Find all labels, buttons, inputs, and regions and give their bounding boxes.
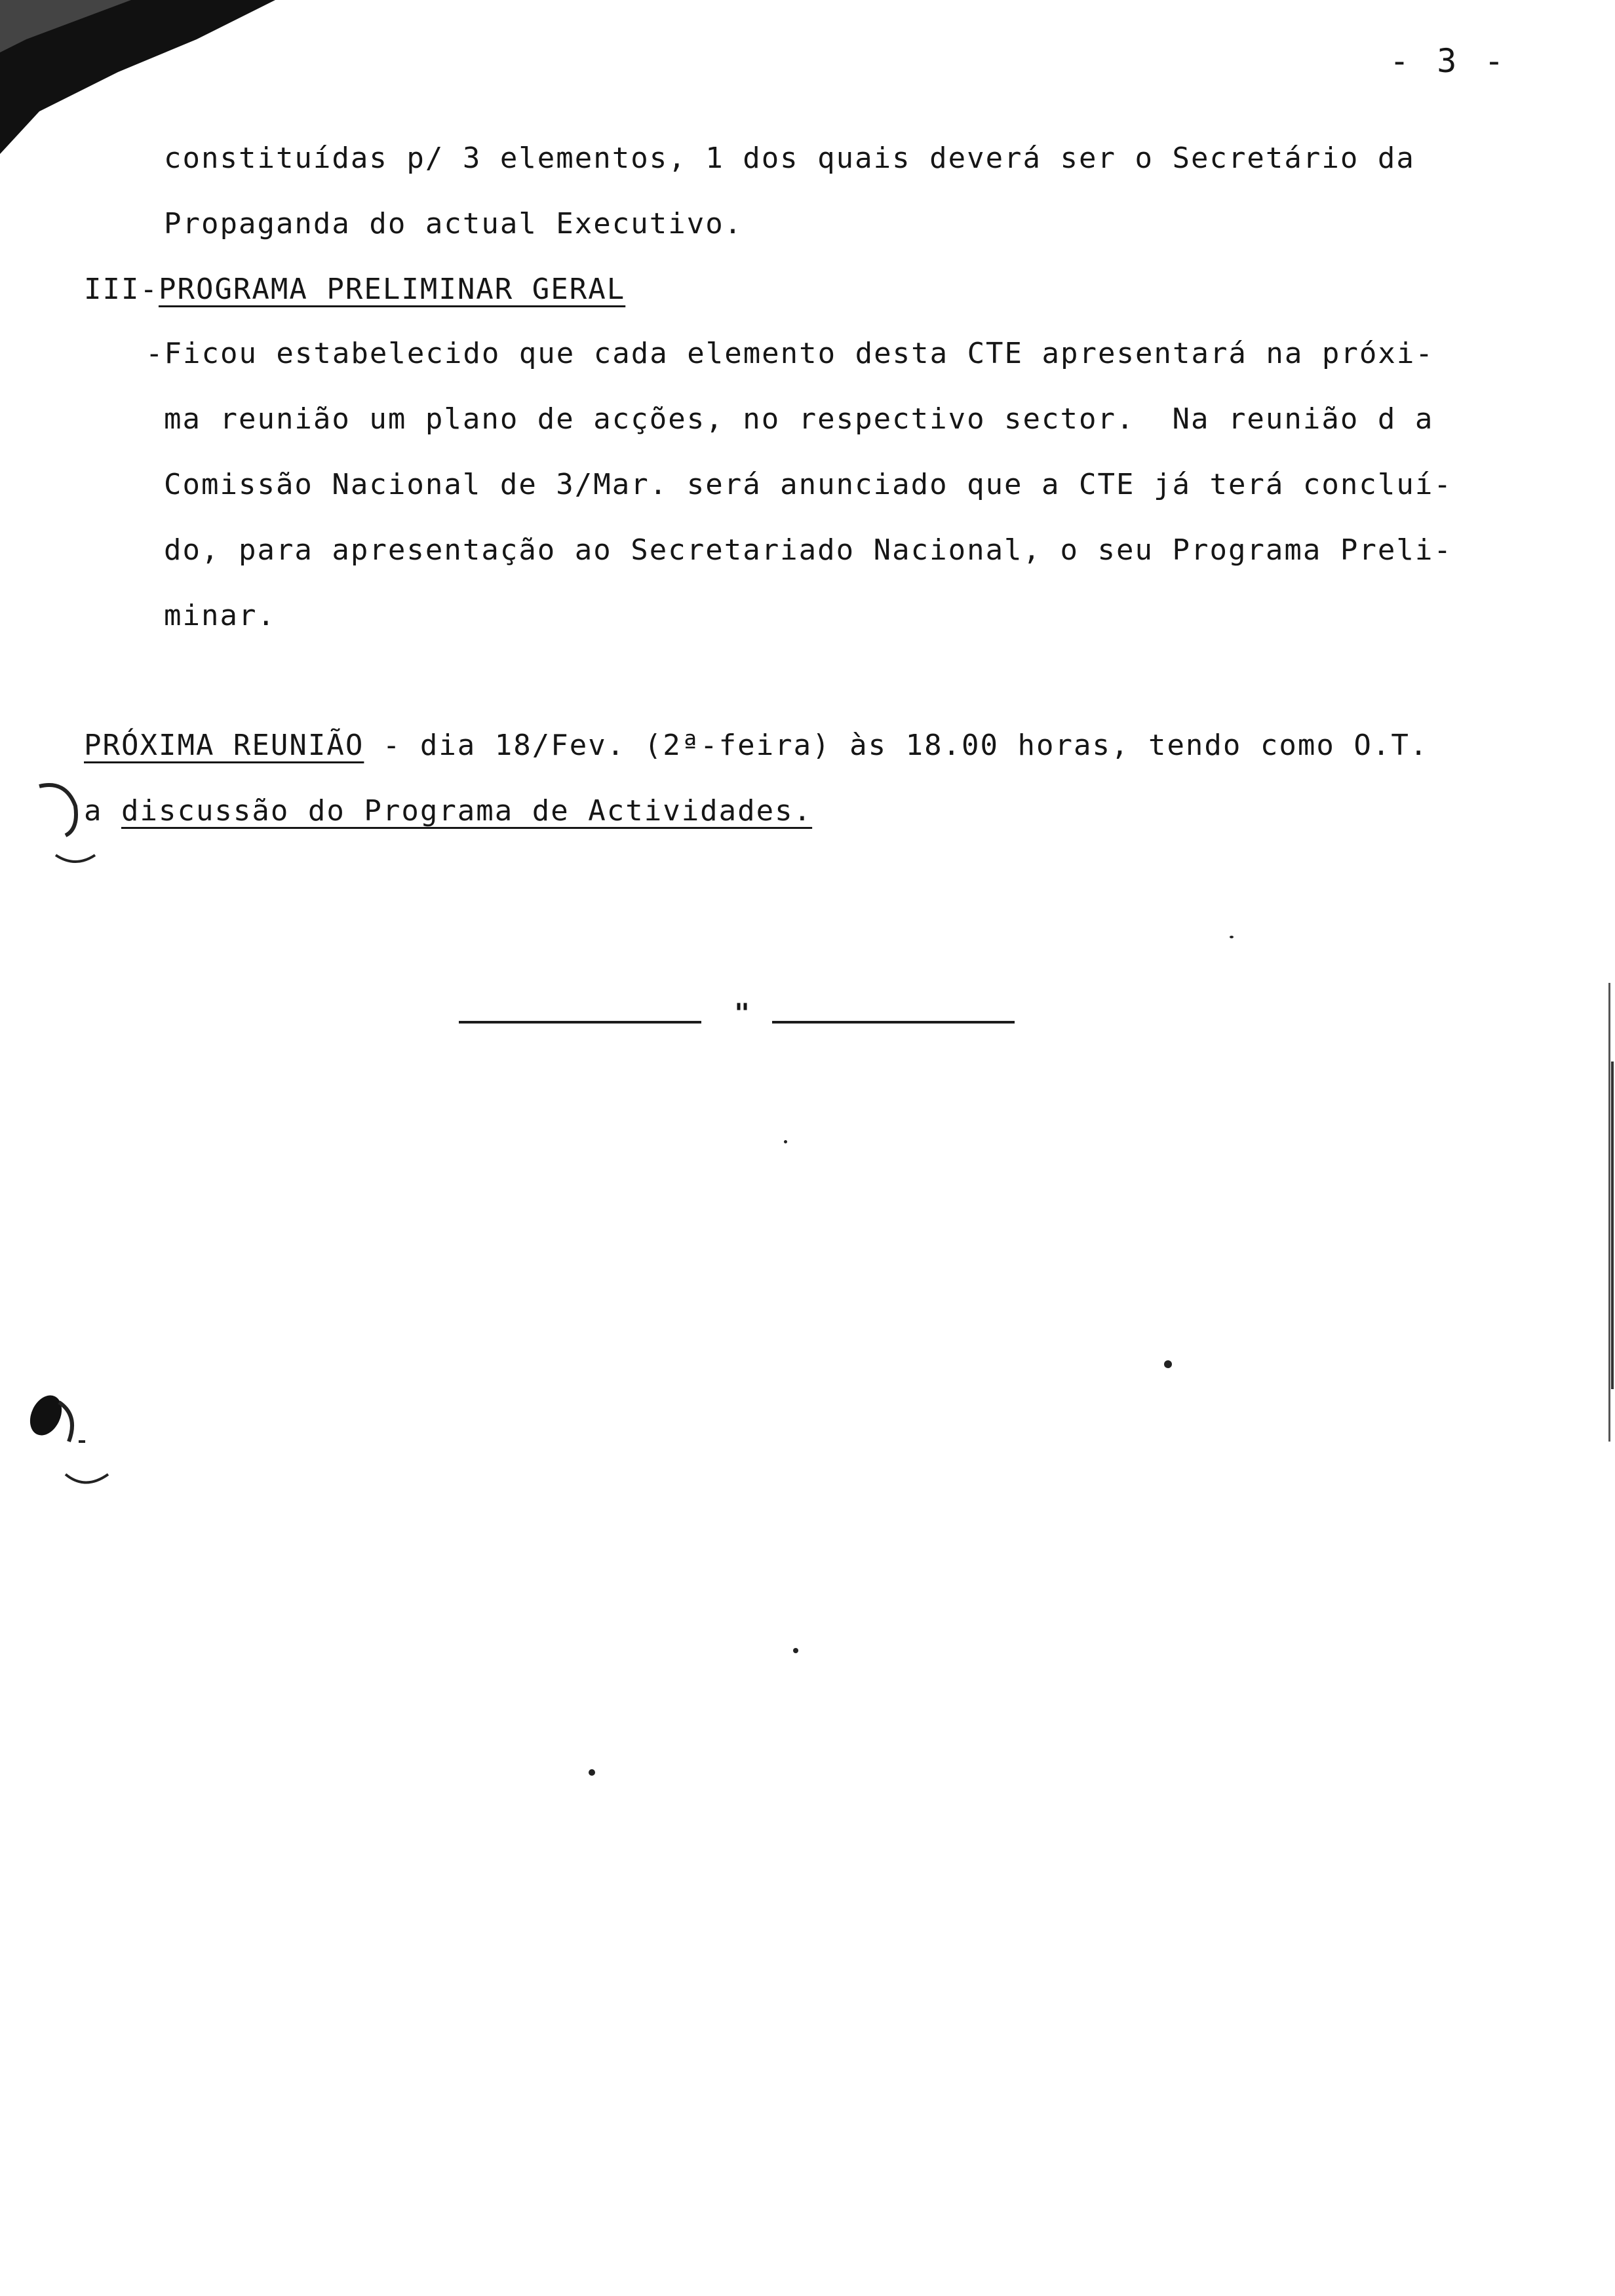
scan-edge-shadow <box>1606 983 1615 1442</box>
separator-line-left <box>459 1021 701 1024</box>
paragraph-line: ma reunião um plano de acções, no respectivo sector. Na reunião d a <box>164 402 1434 436</box>
separator-mark: " <box>734 999 750 1029</box>
scan-speck <box>1230 936 1234 938</box>
separator-line-right <box>772 1021 1015 1024</box>
page-number: - 3 - <box>1390 42 1508 80</box>
section-heading <box>84 270 625 309</box>
paragraph-line: Propaganda do actual Executivo. <box>164 207 743 240</box>
section-heading-text: PROGRAMA PRELIMINAR GERAL <box>158 273 626 306</box>
scan-speck <box>784 1140 787 1143</box>
punch-hole-mark <box>20 1389 111 1494</box>
paragraph-line: constituídas p/ 3 elementos, 1 dos quais deverá ser o Secretário da <box>164 142 1415 175</box>
paragraph-line: minar. <box>164 599 276 632</box>
scan-speck <box>793 1648 798 1653</box>
next-meeting-agenda: discussão do Programa de Actividades. <box>121 794 813 828</box>
scan-speck <box>589 1769 595 1776</box>
scan-corner-shadow <box>0 0 288 157</box>
next-meeting-prefix: a <box>84 794 121 828</box>
scan-speck <box>1164 1360 1172 1368</box>
next-meeting-details: - dia 18/Fev. (2ª-feira) às 18.00 horas, tendo como O.T. <box>364 729 1429 762</box>
next-meeting-line <box>84 792 812 831</box>
paragraph-line: -Ficou estabelecido que cada elemento desta CTE apresentará na próxi- <box>146 337 1434 370</box>
next-meeting-label: PRÓXIMA REUNIÃO <box>84 729 364 762</box>
next-meeting-line <box>84 726 1428 765</box>
punch-hole-mark <box>20 773 105 871</box>
paragraph-line: Comissão Nacional de 3/Mar. será anunciado que a CTE já terá concluí- <box>164 468 1452 501</box>
section-roman-numeral: III- <box>84 273 159 306</box>
paragraph-line: do, para apresentação ao Secretariado Nacional, o seu Programa Preli- <box>164 533 1452 567</box>
